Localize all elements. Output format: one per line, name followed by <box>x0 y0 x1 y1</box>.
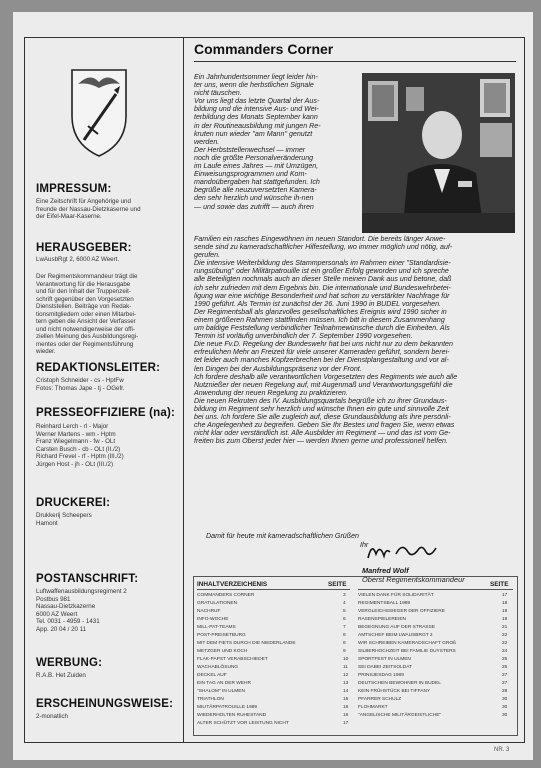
toc-entry-label: KEIN FRÜHSTÜCK BEI TIFFANY <box>358 689 431 694</box>
toc-entry-label: WACHABLÖSUNG <box>197 665 239 670</box>
toc-entry-label: FLAK-PAPST VERABSCHIEDET <box>197 657 268 662</box>
toc-entry-label: RASENSPIELEREIEN <box>358 617 406 622</box>
werbung-text: R.A.B. Het Zuiden <box>36 672 86 679</box>
druckerei-text: Drukkerij Scheepers Hamont <box>36 512 92 527</box>
toc-entry-page: 10 <box>343 657 349 662</box>
toc-entry-page: 18 <box>502 601 508 606</box>
toc-entry-label: GRATULATIONEN <box>197 601 238 606</box>
toc-entry-label: COMMANDERS CORNER <box>197 593 255 598</box>
toc-entry-page: 19 <box>502 609 508 614</box>
toc-entry-page: 17 <box>502 593 508 598</box>
toc-entry-label: FLOHMARKT <box>358 705 388 710</box>
toc-entry-label: REGIMENTSBALL 1989 <box>358 601 411 606</box>
toc-entry-page: 30 <box>502 697 508 702</box>
closing-ihr: Ihr <box>360 541 369 549</box>
herausgeber-address: LwAusbRgt 2, 6000 AZ Weert. <box>36 256 120 263</box>
toc-entry-page: 9 <box>343 649 346 654</box>
toc-entry-label: METZGER UND KOCH <box>197 649 248 654</box>
toc-entry-label: PFARRER SCHULZ <box>358 697 402 702</box>
handwritten-signature <box>362 538 442 564</box>
toc-entry-label: SPORTFEST IN ULMEN <box>358 657 411 662</box>
toc-entry-label: SEI DABEI ZEITSOLDAT <box>358 665 413 670</box>
article-intro-wrapped: Ein Jahrhundertsommer liegt leider hin- ter uns, wenn die herbstlichen Signale nicht täuschen. Vor uns liegt das letzte Quartal der Aus- bildung und die intensive Aus- und Wei- terbildung des Monats September kann in der Routineausbildung mit jungen Re- kruten nun wieder "am Mann" genutzt werden. Der Herbststellenwechsel — immer noch die größte Personalveränderung im Laufe eines Jahres — mit Umzügen, Einweisungsprogrammen und Kom- mandoübergaben hat stattgefunden. Ich begrüße alle neuzuversetzten Kamera- den sehr herzlich und wünsche ih-nen — und sowie das zutrifft — auch ihren <box>194 73 321 211</box>
toc-entry-page: 5 <box>343 609 346 614</box>
toc-entry-page: 25 <box>502 657 508 662</box>
postanschrift-text: Luftwaffenausbildungsregiment 2 Postbus 981 Nassau-Dietzkazerne 6000 AZ Weert Tel. 0031 - 4959 - 1431 App. 20 04 / 20 11 <box>36 588 127 633</box>
toc-entry-page: 19 <box>502 617 508 622</box>
toc-entry-label: AMTSCHEF BEIM LWAUSBRGT 2 <box>358 633 433 638</box>
table-of-contents <box>193 576 518 736</box>
herausgeber-heading: HERAUSGEBER: <box>36 242 132 254</box>
toc-entry-label: DECKEL AUF <box>197 673 227 678</box>
toc-entry-page: 4 <box>343 601 346 606</box>
toc-entry-label: WIEDERHOLTEN RUHESTAND <box>197 713 267 718</box>
toc-entry-page: 27 <box>502 681 508 686</box>
toc-rule-right <box>358 589 513 590</box>
toc-entry-label: MIT DEM FIETS DURCH DIE NIEDERLANDE <box>197 641 296 646</box>
toc-rule-left <box>197 589 350 590</box>
toc-entry-page: 16 <box>343 705 349 710</box>
toc-entry-page: 16 <box>343 713 349 718</box>
toc-entry-label: VERGLEICHSSIEGER DER OFFIZIERE <box>358 609 445 614</box>
toc-entry-label: INFO-WOCHE <box>197 617 229 622</box>
toc-heading: INHALTVERZEICHENIS <box>197 581 268 588</box>
toc-entry-page: 12 <box>343 673 349 678</box>
toc-seite-left: SEITE <box>328 581 347 588</box>
toc-entry-page: 15 <box>343 697 349 702</box>
toc-entry-label: VIELEN DANK FÜR SOLIDARITÄT <box>358 593 434 598</box>
title-rule <box>194 61 516 62</box>
regiment-emblem-icon <box>68 66 130 158</box>
toc-entry-page: 17 <box>343 721 349 726</box>
toc-entry-page: 8 <box>343 633 346 638</box>
toc-entry-page: 25 <box>502 665 508 670</box>
erscheinung-heading: ERSCHEINUNGSWEISE: <box>36 698 174 710</box>
toc-entry-page: 3 <box>343 593 346 598</box>
toc-entry-label: "ANGELISCHE MILITÄRGEISTLICHE" <box>358 713 442 718</box>
toc-entry-page: 22 <box>502 633 508 638</box>
toc-entry-label: MILL-PAT-TEAMS <box>197 625 236 630</box>
toc-entry-page: 14 <box>343 689 349 694</box>
toc-entry-page: 8 <box>343 641 346 646</box>
herausgeber-paragraph: Der Regimentskommandeur trägt die Verantwortung für die Herausgabe und für den Inhalt der Truppenzeit- schrift gegenüber den Vorgesetzten Dienststellen. Beiträge von Redak- tionsmitgliedern oder einen Mitarbei- tern geben die Ansicht der Verfasser und nicht notwendigerweise der offi- ziellen Meinung des Ausbildungsregi- mentes oder der Regimentsführung wieder. <box>36 273 139 355</box>
closing-greeting: Damit für heute mit kameradschaftlichen Grüßen <box>206 532 359 540</box>
toc-entry-page: 22 <box>502 641 508 646</box>
toc-entry-page: 30 <box>502 713 508 718</box>
impressum-text: Eine Zeitschrift für Angehörige und freunde der Nassau-Dietzkaserne und der Eifel-Maar-Kaserne. <box>36 198 141 220</box>
redaktion-heading: REDAKTIONSLEITER: <box>36 362 161 374</box>
toc-entry-label: WIR SCHREIBEN KAMERADSCHAFT GROß <box>358 641 456 646</box>
article-title: Commanders Corner <box>194 41 334 57</box>
toc-entry-label: TRIATHLON <box>197 697 224 702</box>
column-divider <box>183 37 184 742</box>
redaktion-text: Cristoph Schneider - cs - HptFw Fotos: Thomas Jape - tj - OGefr. <box>36 377 125 392</box>
toc-entry-label: DEUTSCHEN BEWOHNER IN BUDEL <box>358 681 441 686</box>
page-number: NR. 3 <box>494 747 510 753</box>
toc-entry-label: EIN TAG AN DER WEHR <box>197 681 251 686</box>
toc-entry-page: 6 <box>343 617 346 622</box>
toc-entry-page: 7 <box>343 625 346 630</box>
presse-text: Reinhard Lerch - rl - Major Werner Martens - wm - Hptm Franz Wiegelmann - fw - OLt Carsten Busch - cb - OLt (II./2) Richard Frevel - rf - Hptm (III./2) Jürgen Host - jh - OLt (III./2) <box>36 423 124 468</box>
signature-name: Manfred Wolf <box>362 566 409 575</box>
toc-entry-page: 27 <box>502 673 508 678</box>
toc-entry-label: BEGEGNUNG AUF DER STRASSE <box>358 625 436 630</box>
toc-entry-page: 24 <box>502 649 508 654</box>
toc-entry-label: PRINSJESDAG 1989 <box>358 673 404 678</box>
postanschrift-heading: POSTANSCHRIFT: <box>36 573 139 585</box>
toc-entry-page: 30 <box>502 705 508 710</box>
druckerei-heading: DRUCKEREI: <box>36 497 111 509</box>
toc-entry-label: POST-PREISETBURG <box>197 633 246 638</box>
article-body: Familien ein rasches Eingewöhnen im neuen Standort. Die bereits länger Anwe- sende sind zu kameradschaftlicher Hilfestellung, wo immer möglich und nötig, auf- gerufen. Die intensive Weiterbildung des Stammpersonals im Rahmen einer "Standardisie- rungsübung" oder Militärpatrouille ist ein großer Erfolg geworden und ich spreche alle Beteiligten nochmals auch an dieser Stelle meinen Dank aus und betone, daß ich sehr zufrieden mit dem Ergebnis bin. Die internationale und Bundeswehrbetei- ligung war eine wichtige Besonderheit und hat schon zu verstärkter Nachfrage für 1990 geführt. Als Termin ist zunächst der 26. Juni 1990 in BUDEL vorgesehen. Der Regimentsball als glanzvolles gesellschaftliches Ereignis wird 1990 sicher in einem größeren Rahmen stattfinden müssen. Ich bitt in diesem Zusammenhang um baldige Feststellung verbindlicher Teilnahmewünsche durch die Einheiten. Als Termin ist vorläufig unverbindlich der 7. September 1990 vorgesehen. Die neue Fv.D. Regelung der Bundeswehr hat bei uns nicht nur zu dem bekannten erfreulichen Mehr an Freizeit für viele unserer Kameraden geführt, sondern berei- tet leider auch manches Kopfzerbrechen bei der Dienstplangestaltung und vor al- len Dingen bei der Ausbildungspräsenz vor der Front. Ich fordere deshalb alle verantwortlichen Vorgesetzten des Regiments wie auch alle Nutznießer der neuen Regelung auf, mit Augenmaß und Verantwortungsgefühl die Anwendung der neuen Regelung zu praktizieren. Die neuen Rekruten des IV. Ausbildungsquartals begrüße ich zu ihrer Grundaus- bildung im Regiment sehr herzlich und wünsche Ihnen ein gute und sinnvolle Zeit bei uns. Ich fordere Sie alle zugleich auf, diese Grundausbildung als ihre persönli- che Angelegenheit zu begreifen. Geben Sie Ihr Bestes und fragen Sie, wenn etwas nicht klar oder verständlich ist. Alle Ausbilder im Regiment — und das ist vom Ge- freiten bis zum Oberst jeder hier — werden Ihnen gerne und professionell helfen. <box>194 235 458 446</box>
toc-entry-page: 11 <box>343 665 348 670</box>
impressum-heading: IMPRESSUM: <box>36 183 112 195</box>
toc-entry-label: "SHALOM" IN ULMEN <box>197 689 245 694</box>
toc-entry-page: 28 <box>502 689 508 694</box>
toc-entry-label: MILITÄRPATROUILLE 1989 <box>197 705 258 710</box>
werbung-heading: WERBUNG: <box>36 657 103 669</box>
toc-entry-label: SILBERHOCHZEIT BEI FAMILIE DUYSTERS <box>358 649 456 654</box>
toc-entry-page: 13 <box>343 681 349 686</box>
toc-entry-label: ALTER SCHÜTZT VOR LEISTUNG NICHT <box>197 721 289 726</box>
presse-heading: PRESSEOFFIZIERE (na): <box>36 407 176 419</box>
toc-seite-right: SEITE <box>490 581 509 588</box>
toc-entry-label: NACHRUF <box>197 609 221 614</box>
signature-role: Oberst Regimentskommandeur <box>362 575 465 584</box>
toc-entry-page: 21 <box>502 625 508 630</box>
erscheinung-text: 2-monatlich <box>36 713 68 720</box>
